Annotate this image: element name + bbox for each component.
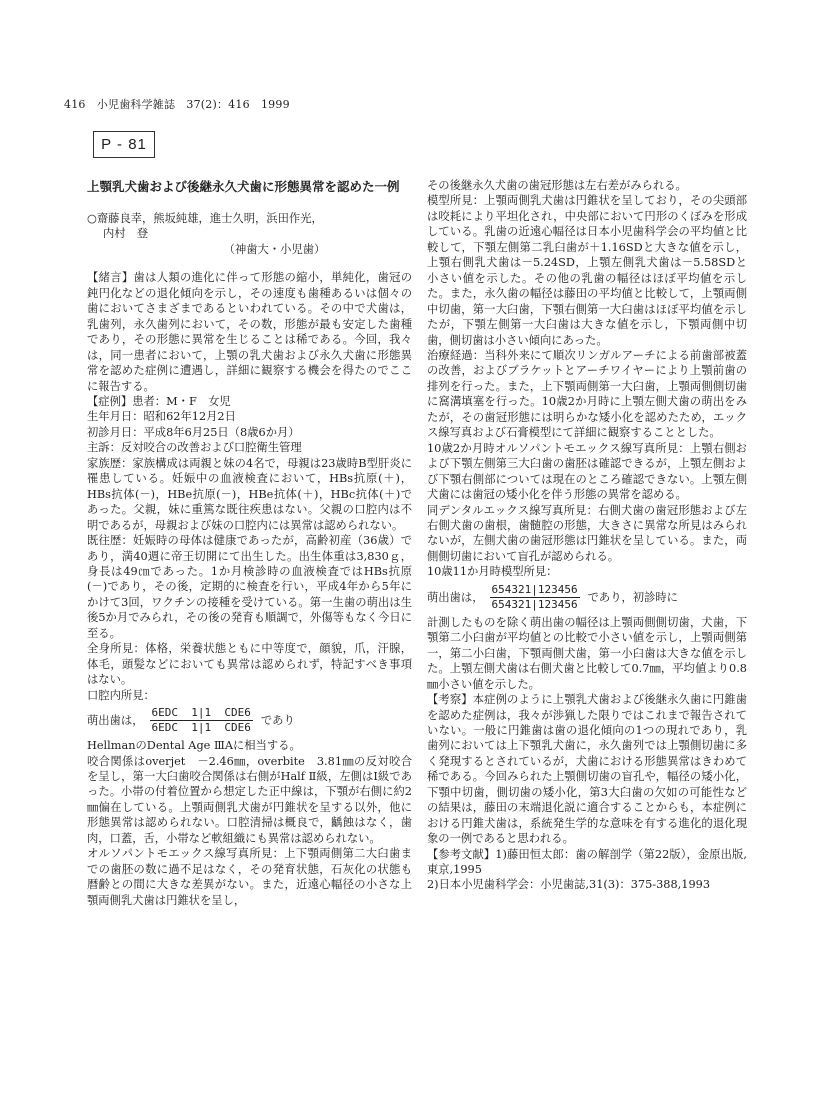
formula-1-tail: であり (260, 713, 295, 727)
formula-2-lower: 654321|123456 (491, 597, 578, 611)
chief-complaint: 主訴：反対咬合の改善および口腔衛生管理 (87, 441, 302, 455)
occlusion-findings: 咬合関係はoverjet －2.46㎜，overbite 3.81㎜の反対咬合を呈し，第一大臼歯咬合関係は右側がHalf Ⅱ級，左側はⅠ級であった。小帯の付着位置から想定した正中線は，下顎が右側に約2㎜偏在している。上顎両側乳犬歯が円錐状を呈する以外，他に形態異常は認められない。口腔清掃は概良で，齲蝕はなく，歯肉，口蓋，舌，小帯など軟組織にも異常は認められない。 (87, 754, 412, 845)
birth-date: 生年月日：昭和62年12月2日 (87, 410, 236, 424)
panoramic-findings: オルソパントモエックス線写真所見：上下顎両側第二大臼歯までの歯胚の数に過不足はなく，その発育状態，石灰化の状態も暦齢との間に大きな差異がない。また，近遠心幅径の小さな上顎両側乳犬歯は円錐状を呈し， (87, 847, 412, 907)
authors-line-1: ○齋藤良幸，熊坂純雄，進士久明，浜田作光， (87, 212, 323, 225)
dental-age: HellmanのDental Age ⅢAに相当する。 (87, 739, 301, 753)
formula-1-fraction (150, 706, 253, 735)
formula-2-upper: 654321|123456 (491, 582, 578, 596)
formula-1-lower: 6EDC 1|1 CDE6 (151, 721, 251, 735)
formula-2-label: 萌出歯は， (427, 590, 484, 604)
reference-2: 2)日本小児歯科学会：小児歯誌,31(3)：375-388,1993 (427, 878, 711, 892)
family-history: 家族歴：家族構成は両親と妹の4名で，母親は23歳時B型肝炎に罹患している。妊娠中の血液検査において，HBs抗原(＋)，HBs抗体(－)，HBe抗原(－)，HBe抗体(＋)，HBc抗体(＋)であった。父親，妹に重篤な既往疾患はない。父親の口腔内は不明であるが，母親および妹の口腔内には異常は認められない。 (87, 456, 412, 532)
dental-formula-2 (427, 583, 747, 612)
panoramic-findings-10y2m: 10歳2か月時オルソパントモエックス線写真所見：上顎右側および下顎左側第三大臼歯の歯胚は確認できるが，上顎左側および下顎右側部については現在のところ確認できない。上顎左側犬歯には歯冠の矮小化を伴う形態の異常を認める。 (427, 441, 747, 502)
discussion: 【考察】本症例のように上顎乳犬歯および後継永久歯に円錐歯を認めた症例は，我々が渉猟した限りではこれまで報告されていない。一般に円錐歯は歯の退化傾向の1つの現れであり，乳歯列においては上下顎乳犬歯に，永久歯列では上顎側切歯に多く発現するとされているが，犬歯における形態異常はきわめて稀である。今回みられた上顎側切歯の盲孔や，幅径の矮小化，下顎中切歯，側切歯の矮小化，第3大臼歯の欠如の可能性などの結果は，藤田の末端退化説に適合することからも，本症例における円錐犬歯は，系統発生学的な意味を有する進化的退化現象の一例であると思われる。 (427, 693, 747, 846)
width-measurements: 計測したものを除く萌出歯の幅径は上顎両側側切歯，犬歯，下顎第二小臼歯が平均値との比較で小さい値を示し，上顎両側第一，第二小臼歯，下顎両側犬歯，第一小臼歯は大きな値を示した。上顎左側犬歯は右側犬歯と比較して0.7㎜，平均値より0.8㎜小さい値を示した。 (427, 615, 747, 691)
formula-1-label: 萌出歯は， (87, 713, 144, 727)
model-findings: 模型所見：上顎両側乳犬歯は円錐状を呈しており，その尖頭部は咬耗により平坦化され，中央部において円形のくぼみを形成している。乳歯の近遠心幅径は日本小児歯科学会の平均値と比較して，下顎左側第二乳臼歯が＋1.16SDと大きな値を示し，上顎右側乳犬歯は－5.24SD，上顎左側乳犬歯は－5.58SDと小さい値を示した。その他の乳歯の幅径はほぼ平均値を示した。また，永久歯の幅径は藤田の平均値と比較して，上顎両側中切歯，第一大臼歯，下顎右側第一大臼歯はほぼ平均値を示したが，下顎左側第一大臼歯は大きな値を示し，下顎両側中切歯，側切歯は小さい傾向にあった。 (427, 194, 747, 347)
past-history: 既往歴：妊娠時の母体は健康であったが，高齢初産（36歳）であり，満40週に帝王切開にて出生した。出生体重は3,830ｇ，身長は49㎝であった。1か月検診時の血液検査ではHBs抗原(－)であり，その後，定期的に検査を行い，平成4年から5年にかけて3回，ワクチンの接種を受けている。第一生歯の萌出は生後5か月でみられ，その後の発育も順調で，外傷等もなく今日に至る。 (87, 534, 412, 640)
intro-paragraph: 【緒言】歯は人類の進化に伴って形態の縮小，単純化，歯冠の鈍円化などの退化傾向を示し，その速度も歯種あるいは個々の歯においてさまざまであるといわれている。その中で犬歯は，乳歯列，永久歯列において，その数，形態が最も安定した歯種であり，その形態に異常を生じることは稀である。今回，我々は，同一患者において，上顎の乳犬歯および永久犬歯に形態異常を認めた症例に遭遇し，詳細に観察する機会を得たのでここに報告する。 (87, 271, 412, 393)
reference-1: 【参考文献】1)藤田恒太郎：歯の解剖学（第22版），金原出版,東京,1995 (427, 847, 747, 877)
article-title: 上顎乳犬歯および後継永久犬歯に形態異常を認めた一例 (87, 179, 400, 194)
first-visit-date: 初診月日：平成8年6月25日（8歳6か月） (87, 425, 300, 439)
treatment-course: 治療経過：当科外来にて順次リンガルアーチによる前歯部被蓋の改善，およびブラケットとアーチワイヤーにより上顎前歯の排列を行った。また，上下顎両側第一大臼歯，上顎両側側切歯に窩溝填塞を行った。10歳2か月時に上顎左側犬歯の萌出をみたが，その歯冠形態には明らかな矮小化を認めたため，エックス線写真および石膏模型にて詳細に観察することとした。 (427, 348, 747, 440)
model-findings-10y11m: 10歳11か月時模型所見： (427, 565, 558, 579)
right-column (427, 178, 747, 893)
general-findings: 全身所見：体格，栄養状態ともに中等度で，顔貌，爪，汗腺，体毛，頭髪などにおいても異常は認められず，特記すべき事項はない。 (87, 642, 412, 687)
poster-id-box: P - 81 (93, 131, 155, 158)
dental-xray-findings: 同デンタルエックス線写真所見：右側犬歯の歯冠形態および左右側犬歯の歯根，歯髄腔の形態，大きさに異常な所見はみられないが，左側犬歯の歯冠形態は円錐状を呈している。また，両側側切歯において盲孔が認められる。 (427, 503, 747, 563)
authors-block (87, 211, 412, 257)
affiliation: （神歯大・小児歯） (223, 242, 326, 256)
journal-header: 416 小児歯科学雑誌 37(2)：416 1999 (64, 98, 290, 111)
formula-2-tail: であり，初診時に (587, 590, 678, 604)
formula-2-fraction (490, 583, 580, 612)
left-column (87, 178, 412, 908)
formula-1-upper: 6EDC 1|1 CDE6 (151, 706, 251, 720)
dental-formula-1 (87, 706, 412, 735)
case-heading: 【症例】患者：M・F 女児 (87, 394, 231, 408)
continuation-line: その後継永久犬歯の歯冠形態は左右差がみられる。 (427, 179, 687, 192)
authors-line-2: 内村 登 (103, 227, 149, 241)
intraoral-findings-heading: 口腔内所見： (87, 688, 155, 702)
